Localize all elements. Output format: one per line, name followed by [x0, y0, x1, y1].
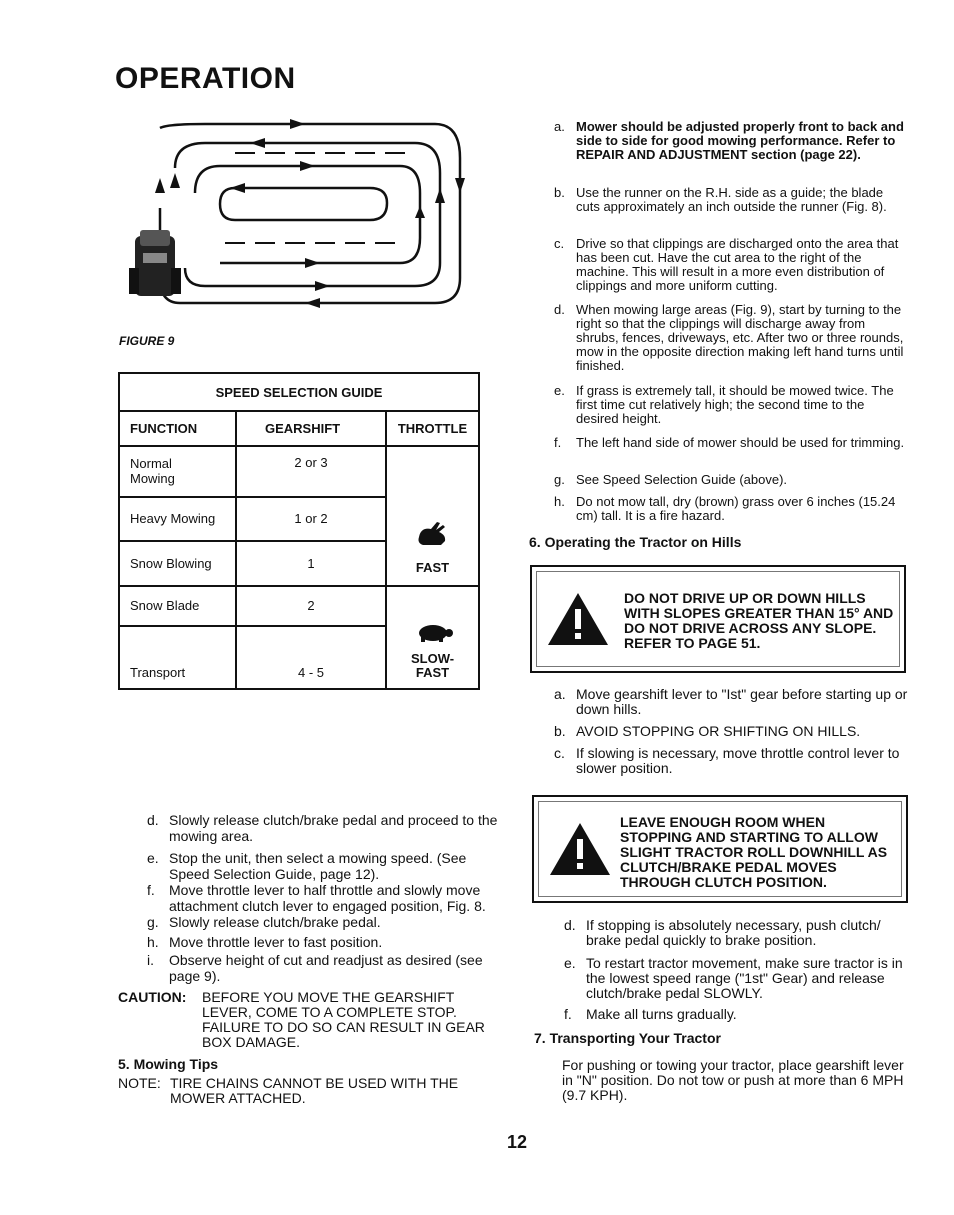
- list-item: i. Observe height of cut and readjust as desired (see page 9).: [147, 952, 483, 984]
- throttle-slow-fast-cell: [386, 586, 479, 689]
- mowing-pattern-figure: [115, 118, 480, 318]
- list-item: d. Slowly release clutch/brake pedal and proceed to the mowing area.: [147, 812, 498, 844]
- row-function: Snow Blade: [119, 586, 236, 627]
- speed-selection-guide: [118, 372, 480, 690]
- row-gearshift: 2 or 3: [236, 446, 386, 497]
- rabbit-icon: [413, 519, 453, 547]
- transport-text: For pushing or towing your tractor, place gearshift lever in "N" position. Do not tow or push at more than 6 MPH (9.7 KPH).: [562, 1057, 904, 1103]
- mowing-tips-heading: 5. Mowing Tips: [118, 1056, 219, 1072]
- page-number: 12: [507, 1132, 528, 1152]
- throttle-fast-cell: [386, 446, 479, 586]
- row-gearshift: 1: [236, 541, 386, 586]
- hills-warning-box: [530, 565, 906, 673]
- throttle-slow-fast: SLOW- FAST: [410, 651, 455, 680]
- col-throttle: THROTTLE: [386, 411, 479, 445]
- row-gearshift: 4 - 5: [236, 626, 386, 689]
- stopping-warning-text: LEAVE ENOUGH ROOM WHEN STOPPING AND STARTING TO ALLOW SLIGHT TRACTOR ROLL DOWNHILL AS CLUTCH/BRAKE PEDAL MOVES THROUGH CLUTCH POSITION.: [620, 814, 888, 890]
- list-item: c. If slowing is necessary, move throttle control lever to slower position.: [554, 745, 900, 776]
- list-item: b. Use the runner on the R.H. side as a guide; the blade cuts approximately an inch outside the runner (Fig. 8).: [554, 185, 887, 214]
- list-item: g. Slowly release clutch/brake pedal.: [147, 914, 381, 930]
- figure-caption: FIGURE 9: [119, 334, 175, 348]
- row-function: Transport: [119, 626, 236, 689]
- note-label: NOTE:: [118, 1075, 161, 1091]
- warning-triangle-icon: [546, 591, 610, 647]
- hills-heading: 6. Operating the Tractor on Hills: [529, 534, 742, 550]
- list-item: g. See Speed Selection Guide (above).: [554, 472, 788, 487]
- list-item: f. Move throttle lever to half throttle and slowly move attachment clutch lever to engaged position, Fig. 8.: [147, 882, 486, 914]
- list-item: d. If stopping is absolutely necessary, push clutch/ brake pedal quickly to brake position.: [564, 917, 881, 948]
- list-item: b. AVOID STOPPING OR SHIFTING ON HILLS.: [554, 723, 861, 739]
- row-gearshift: 2: [236, 586, 386, 627]
- throttle-fast: FAST: [415, 559, 450, 575]
- list-item: f. The left hand side of mower should be used for trimming.: [554, 435, 905, 450]
- guide-title: SPEED SELECTION GUIDE: [119, 373, 479, 411]
- list-item: d. When mowing large areas (Fig. 9), start by turning to the right so that the clippings will discharge away from shrubs, fences, driveways, etc. After two or three rounds, mow in the opposite direction making left hand turns until finished.: [554, 302, 904, 373]
- list-item: h. Move throttle lever to fast position.: [147, 934, 383, 950]
- page-title: OPERATION: [115, 62, 296, 95]
- hills-warning-text: DO NOT DRIVE UP OR DOWN HILLS WITH SLOPES GREATER THAN 15° AND DO NOT DRIVE ACROSS ANY SLOPE. REFER TO PAGE 51.: [624, 590, 894, 651]
- row-function: Normal Mowing: [119, 446, 236, 497]
- turtle-icon: [411, 621, 455, 643]
- col-gearshift: GEARSHIFT: [236, 411, 386, 445]
- list-item: e. To restart tractor movement, make sure tractor is in the lowest speed range ("1st" Gear) and release clutch/brake pedal SLOWLY.: [564, 955, 903, 1001]
- list-item: f. Make all turns gradually.: [564, 1006, 737, 1022]
- caution-text: BEFORE YOU MOVE THE GEARSHIFT LEVER, COME TO A COMPLETE STOP. FAILURE TO DO SO CAN RESULT IN GEAR BOX DAMAGE.: [202, 989, 485, 1050]
- list-item: e. Stop the unit, then select a mowing speed. (See Speed Selection Guide, page 12).: [147, 850, 467, 882]
- row-gearshift: 1 or 2: [236, 497, 386, 542]
- row-function: Heavy Mowing: [119, 497, 236, 542]
- note-text: TIRE CHAINS CANNOT BE USED WITH THE MOWER ATTACHED.: [170, 1075, 459, 1106]
- list-item: e. If grass is extremely tall, it should be mowed twice. The first time cut relatively high; the second time to the desired height.: [554, 383, 894, 426]
- caution-label: CAUTION:: [118, 989, 187, 1005]
- list-item: h. Do not mow tall, dry (brown) grass over 6 inches (15.24 cm) tall. It is a fire hazard.: [554, 494, 896, 523]
- warning-triangle-icon: [548, 821, 612, 877]
- note-block: [118, 1076, 503, 1106]
- caution-block: [118, 990, 503, 1050]
- col-function: FUNCTION: [119, 411, 236, 445]
- tractor-icon: [129, 230, 181, 296]
- list-item: a. Move gearshift lever to "Ist" gear before starting up or down hills.: [554, 686, 908, 717]
- row-function: Snow Blowing: [119, 541, 236, 586]
- transport-heading: 7. Transporting Your Tractor: [534, 1030, 721, 1046]
- stopping-warning-box: [532, 795, 908, 903]
- list-item: a. Mower should be adjusted properly front to back and side to side for good mowing performance. Refer to REPAIR AND ADJUSTMENT section (page 22).: [554, 119, 904, 162]
- list-item: c. Drive so that clippings are discharged onto the area that has been cut. Have the cut area to the right of the machine. This will result in a more even distribution of clippings and more uniform cutting.: [554, 236, 899, 293]
